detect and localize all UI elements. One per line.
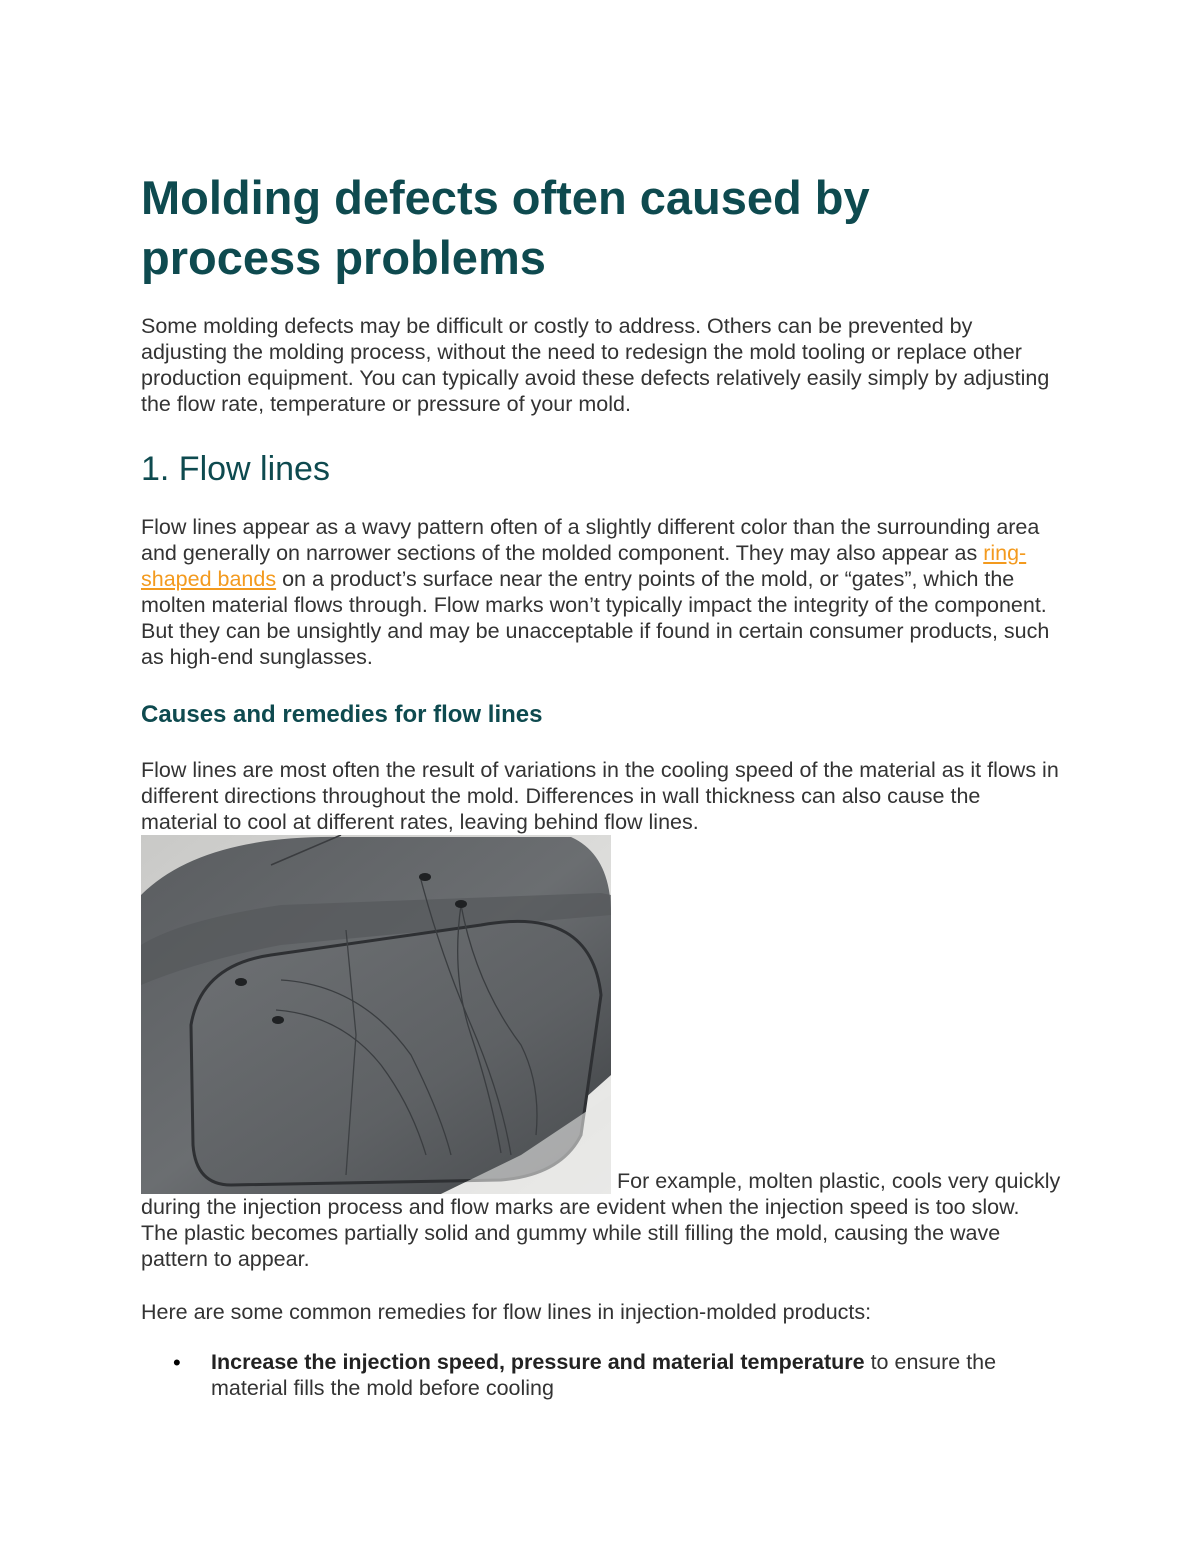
remedy-rest-text: to ensure the material fills the mold before cooling (211, 1350, 997, 1400)
remedies-intro-paragraph: Here are some common remedies for flow lines in injection-molded products: (141, 1300, 872, 1324)
flow-lines-paragraph (141, 514, 1061, 670)
example-paragraph-with-photo (141, 835, 1061, 1272)
remedy-bold-text: Increase the injection speed, pressure and material temperature (211, 1350, 865, 1374)
flow-lines-text-before-link: Flow lines appear as a wavy pattern often of a slightly different color than the surrounding area and generally on narrower sections of the molded component. They may also appear as (141, 515, 1040, 565)
flow-lines-photo (141, 835, 611, 1194)
intro-paragraph: Some molding defects may be difficult or costly to address. Others can be prevented by adjusting the molding process, without the need to redesign the mold tooling or replace other production equipment. You can typically avoid these defects relatively easily simply by adjusting the flow rate, temperature or pressure of your mold. (141, 314, 1050, 416)
document-page (141, 168, 1061, 1401)
section-heading-flow-lines: 1. Flow lines (141, 450, 330, 488)
ring-shaped-bands-link[interactable]: ring-shaped bands (141, 541, 1027, 591)
page-title: Molding defects often caused by process problems (141, 171, 870, 284)
list-item (141, 1349, 1061, 1401)
remedies-list (141, 1349, 1061, 1401)
flow-lines-text-after-link: on a product’s surface near the entry points of the mold, or “gates”, which the molten material flows through. Flow marks won’t typically impact the integrity of the component. But they can be unsightly and may be unacceptable if found in certain consumer products, such as high-end sunglasses. (141, 567, 1050, 669)
example-text: For example, molten plastic, cools very quickly during the injection process and flow marks are evident when the injection speed is too slow. The plastic becomes partially solid and gummy while still filling the mold, causing the wave pattern to appear. (141, 1169, 1061, 1271)
causes-paragraph: Flow lines are most often the result of variations in the cooling speed of the material as it flows in different directions throughout the mold. Differences in wall thickness can also cause the material to cool at different rates, leaving behind flow lines. (141, 758, 1059, 834)
subheading-causes-remedies: Causes and remedies for flow lines (141, 701, 543, 728)
bullet-icon: • (173, 1350, 181, 1375)
